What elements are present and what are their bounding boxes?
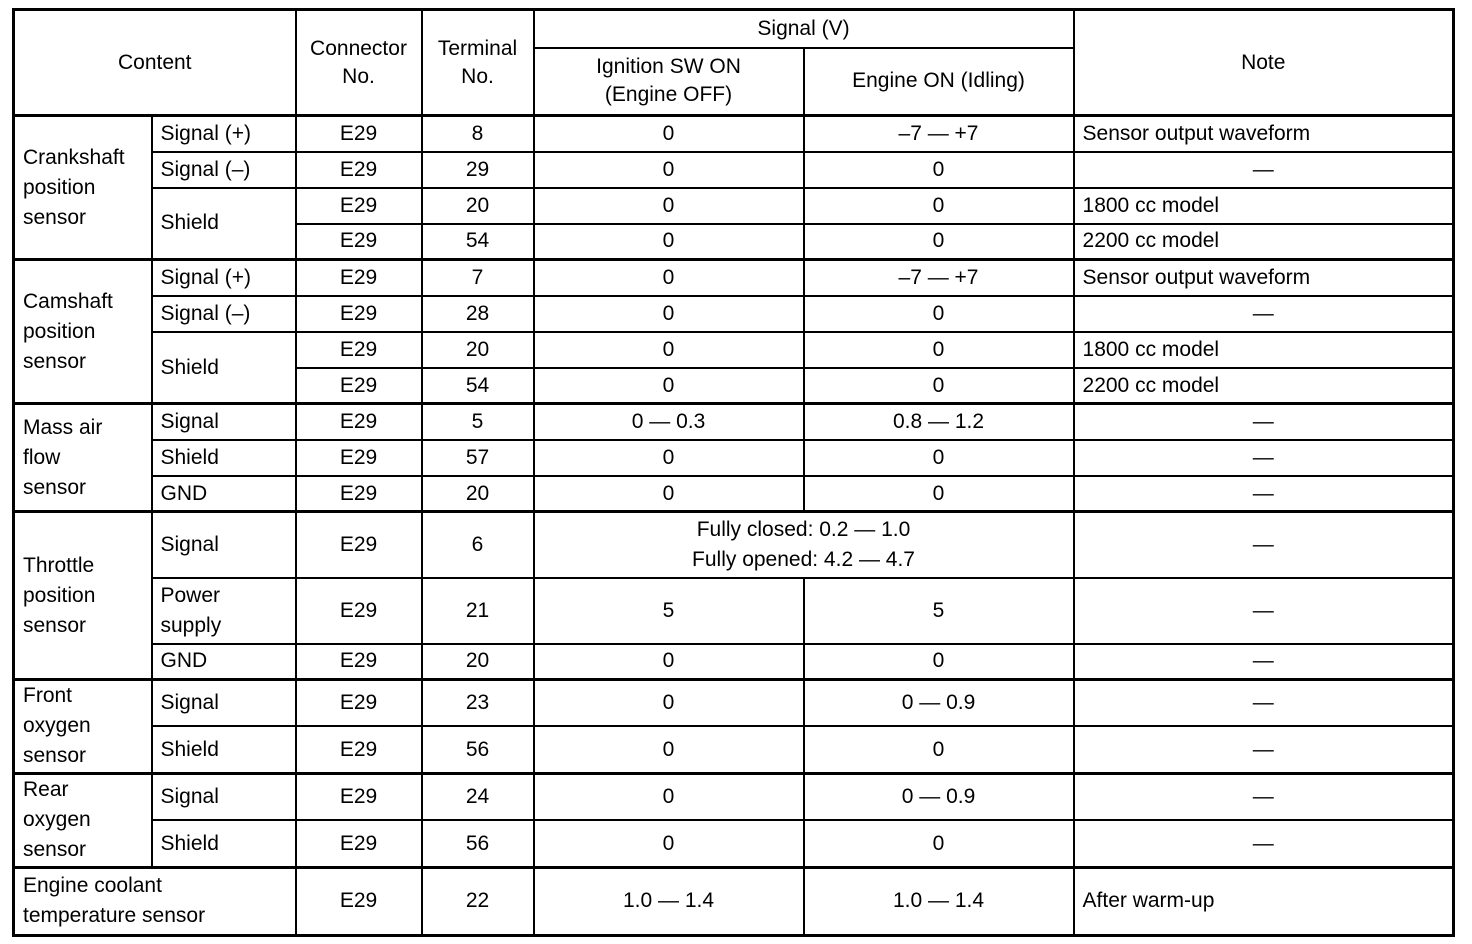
note-cell: Sensor output waveform bbox=[1074, 260, 1454, 296]
component-name: Throttle position sensor bbox=[14, 512, 152, 679]
table-row bbox=[14, 578, 1454, 644]
connector-cell: E29 bbox=[296, 224, 422, 260]
connector-cell: E29 bbox=[296, 773, 422, 820]
connector-cell: E29 bbox=[296, 188, 422, 224]
table-row bbox=[14, 679, 1454, 726]
connector-cell: E29 bbox=[296, 679, 422, 726]
engine-value: 0 bbox=[804, 726, 1074, 773]
engine-value: 5 bbox=[804, 578, 1074, 644]
sub-item: Signal (–) bbox=[152, 296, 296, 332]
note-cell: — bbox=[1074, 152, 1454, 188]
connector-cell: E29 bbox=[296, 578, 422, 644]
sub-item: Power supply bbox=[152, 578, 296, 644]
connector-cell: E29 bbox=[296, 296, 422, 332]
engine-value: 0 bbox=[804, 188, 1074, 224]
table-row bbox=[14, 644, 1454, 679]
note-cell: 2200 cc model bbox=[1074, 368, 1454, 404]
table-row bbox=[14, 296, 1454, 332]
table-row bbox=[14, 820, 1454, 867]
engine-value: 0.8 — 1.2 bbox=[804, 404, 1074, 440]
group-front-oxygen-sensor bbox=[14, 679, 1454, 773]
note-cell: — bbox=[1074, 404, 1454, 440]
terminal-cell: 21 bbox=[422, 578, 534, 644]
engine-value: 0 bbox=[804, 296, 1074, 332]
component-name: Mass air flow sensor bbox=[14, 404, 152, 512]
group-camshaft-position-sensor bbox=[14, 260, 1454, 404]
connector-cell: E29 bbox=[296, 368, 422, 404]
header-connector-no: Connector No. bbox=[296, 10, 422, 116]
ignition-value: 0 bbox=[534, 476, 804, 512]
ignition-value: 0 bbox=[534, 440, 804, 476]
connector-cell: E29 bbox=[296, 152, 422, 188]
sub-item: Shield bbox=[152, 726, 296, 773]
connector-cell: E29 bbox=[296, 644, 422, 679]
terminal-cell: 56 bbox=[422, 820, 534, 867]
connector-cell: E29 bbox=[296, 404, 422, 440]
terminal-cell: 54 bbox=[422, 224, 534, 260]
engine-value: 0 bbox=[804, 368, 1074, 404]
header-ignition-sw-on: Ignition SW ON (Engine OFF) bbox=[534, 48, 804, 116]
header-note: Note bbox=[1074, 10, 1454, 116]
component-name: Front oxygen sensor bbox=[14, 679, 152, 773]
connector-cell: E29 bbox=[296, 476, 422, 512]
ignition-value: 0 bbox=[534, 368, 804, 404]
table-row bbox=[14, 726, 1454, 773]
header-signal: Signal (V) bbox=[534, 10, 1074, 48]
table-row bbox=[14, 152, 1454, 188]
component-name: Camshaft position sensor bbox=[14, 260, 152, 404]
terminal-cell: 54 bbox=[422, 368, 534, 404]
ignition-value: 0 bbox=[534, 116, 804, 152]
note-cell: After warm-up bbox=[1074, 867, 1454, 935]
table-row bbox=[14, 512, 1454, 578]
engine-value: 0 bbox=[804, 152, 1074, 188]
engine-value: 0 bbox=[804, 820, 1074, 867]
note-cell: — bbox=[1074, 476, 1454, 512]
connector-cell: E29 bbox=[296, 512, 422, 578]
ignition-value: 0 bbox=[534, 773, 804, 820]
table-row bbox=[14, 116, 1454, 152]
note-cell: — bbox=[1074, 726, 1454, 773]
sub-item: Signal bbox=[152, 773, 296, 820]
table-row bbox=[14, 188, 1454, 224]
note-cell: 1800 cc model bbox=[1074, 332, 1454, 368]
table-row bbox=[14, 440, 1454, 476]
connector-cell: E29 bbox=[296, 726, 422, 773]
terminal-cell: 24 bbox=[422, 773, 534, 820]
ignition-value: 0 bbox=[534, 224, 804, 260]
connector-cell: E29 bbox=[296, 116, 422, 152]
engine-value: 0 bbox=[804, 476, 1074, 512]
ignition-value: 0 bbox=[534, 726, 804, 773]
connector-cell: E29 bbox=[296, 260, 422, 296]
sub-item: Signal bbox=[152, 679, 296, 726]
sub-item: Shield bbox=[152, 188, 296, 260]
terminal-cell: 20 bbox=[422, 644, 534, 679]
ecm-terminal-signal-table bbox=[12, 8, 1455, 937]
group-mass-air-flow-sensor bbox=[14, 404, 1454, 512]
ignition-value: 0 bbox=[534, 332, 804, 368]
note-cell: — bbox=[1074, 644, 1454, 679]
terminal-cell: 6 bbox=[422, 512, 534, 578]
table-row bbox=[14, 476, 1454, 512]
sub-item: Signal bbox=[152, 404, 296, 440]
note-cell: — bbox=[1074, 679, 1454, 726]
header-engine-on: Engine ON (Idling) bbox=[804, 48, 1074, 116]
sub-item: Shield bbox=[152, 332, 296, 404]
ignition-value: 0 bbox=[534, 188, 804, 224]
note-cell: Sensor output waveform bbox=[1074, 116, 1454, 152]
connector-cell: E29 bbox=[296, 867, 422, 935]
table-row bbox=[14, 404, 1454, 440]
note-cell: — bbox=[1074, 820, 1454, 867]
group-rear-oxygen-sensor bbox=[14, 773, 1454, 867]
connector-cell: E29 bbox=[296, 820, 422, 867]
sub-item: Signal (+) bbox=[152, 260, 296, 296]
ignition-value: 1.0 — 1.4 bbox=[534, 867, 804, 935]
terminal-cell: 7 bbox=[422, 260, 534, 296]
throttle-signal-range: Fully closed: 0.2 — 1.0 Fully opened: 4.2 — 4.7 bbox=[534, 512, 1074, 578]
ignition-value: 5 bbox=[534, 578, 804, 644]
engine-value: 0 bbox=[804, 644, 1074, 679]
engine-value: –7 — +7 bbox=[804, 116, 1074, 152]
terminal-cell: 56 bbox=[422, 726, 534, 773]
ignition-value: 0 bbox=[534, 820, 804, 867]
component-name: Crankshaft position sensor bbox=[14, 116, 152, 260]
engine-value: 0 bbox=[804, 440, 1074, 476]
sub-item: Signal (–) bbox=[152, 152, 296, 188]
note-cell: — bbox=[1074, 296, 1454, 332]
terminal-cell: 20 bbox=[422, 188, 534, 224]
terminal-cell: 5 bbox=[422, 404, 534, 440]
sub-item: Signal bbox=[152, 512, 296, 578]
table-row bbox=[14, 867, 1454, 935]
terminal-cell: 8 bbox=[422, 116, 534, 152]
group-throttle-position-sensor bbox=[14, 512, 1454, 679]
connector-cell: E29 bbox=[296, 440, 422, 476]
terminal-cell: 28 bbox=[422, 296, 534, 332]
table-row bbox=[14, 260, 1454, 296]
terminal-cell: 57 bbox=[422, 440, 534, 476]
engine-value: 0 bbox=[804, 224, 1074, 260]
table-row bbox=[14, 332, 1454, 368]
note-cell: — bbox=[1074, 578, 1454, 644]
terminal-cell: 22 bbox=[422, 867, 534, 935]
engine-value: 0 — 0.9 bbox=[804, 679, 1074, 726]
ignition-value: 0 bbox=[534, 260, 804, 296]
group-crankshaft-position-sensor bbox=[14, 116, 1454, 260]
sub-item: Signal (+) bbox=[152, 116, 296, 152]
ignition-value: 0 bbox=[534, 296, 804, 332]
engine-value: –7 — +7 bbox=[804, 260, 1074, 296]
connector-cell: E29 bbox=[296, 332, 422, 368]
note-cell: — bbox=[1074, 773, 1454, 820]
sub-item: Shield bbox=[152, 820, 296, 867]
header-terminal-no: Terminal No. bbox=[422, 10, 534, 116]
ignition-value: 0 bbox=[534, 644, 804, 679]
engine-value: 0 bbox=[804, 332, 1074, 368]
ignition-value: 0 bbox=[534, 152, 804, 188]
terminal-cell: 20 bbox=[422, 476, 534, 512]
note-cell: 1800 cc model bbox=[1074, 188, 1454, 224]
table-row bbox=[14, 773, 1454, 820]
component-name: Engine coolant temperature sensor bbox=[14, 867, 296, 935]
group-engine-coolant-temperature-sensor bbox=[14, 867, 1454, 935]
sub-item: GND bbox=[152, 476, 296, 512]
terminal-cell: 29 bbox=[422, 152, 534, 188]
terminal-cell: 23 bbox=[422, 679, 534, 726]
sub-item: Shield bbox=[152, 440, 296, 476]
sub-item: GND bbox=[152, 644, 296, 679]
note-cell: — bbox=[1074, 440, 1454, 476]
ignition-value: 0 — 0.3 bbox=[534, 404, 804, 440]
header-content: Content bbox=[14, 10, 296, 116]
engine-value: 1.0 — 1.4 bbox=[804, 867, 1074, 935]
engine-value: 0 — 0.9 bbox=[804, 773, 1074, 820]
terminal-cell: 20 bbox=[422, 332, 534, 368]
component-name: Rear oxygen sensor bbox=[14, 773, 152, 867]
note-cell: — bbox=[1074, 512, 1454, 578]
ignition-value: 0 bbox=[534, 679, 804, 726]
note-cell: 2200 cc model bbox=[1074, 224, 1454, 260]
table-header bbox=[14, 10, 1454, 116]
